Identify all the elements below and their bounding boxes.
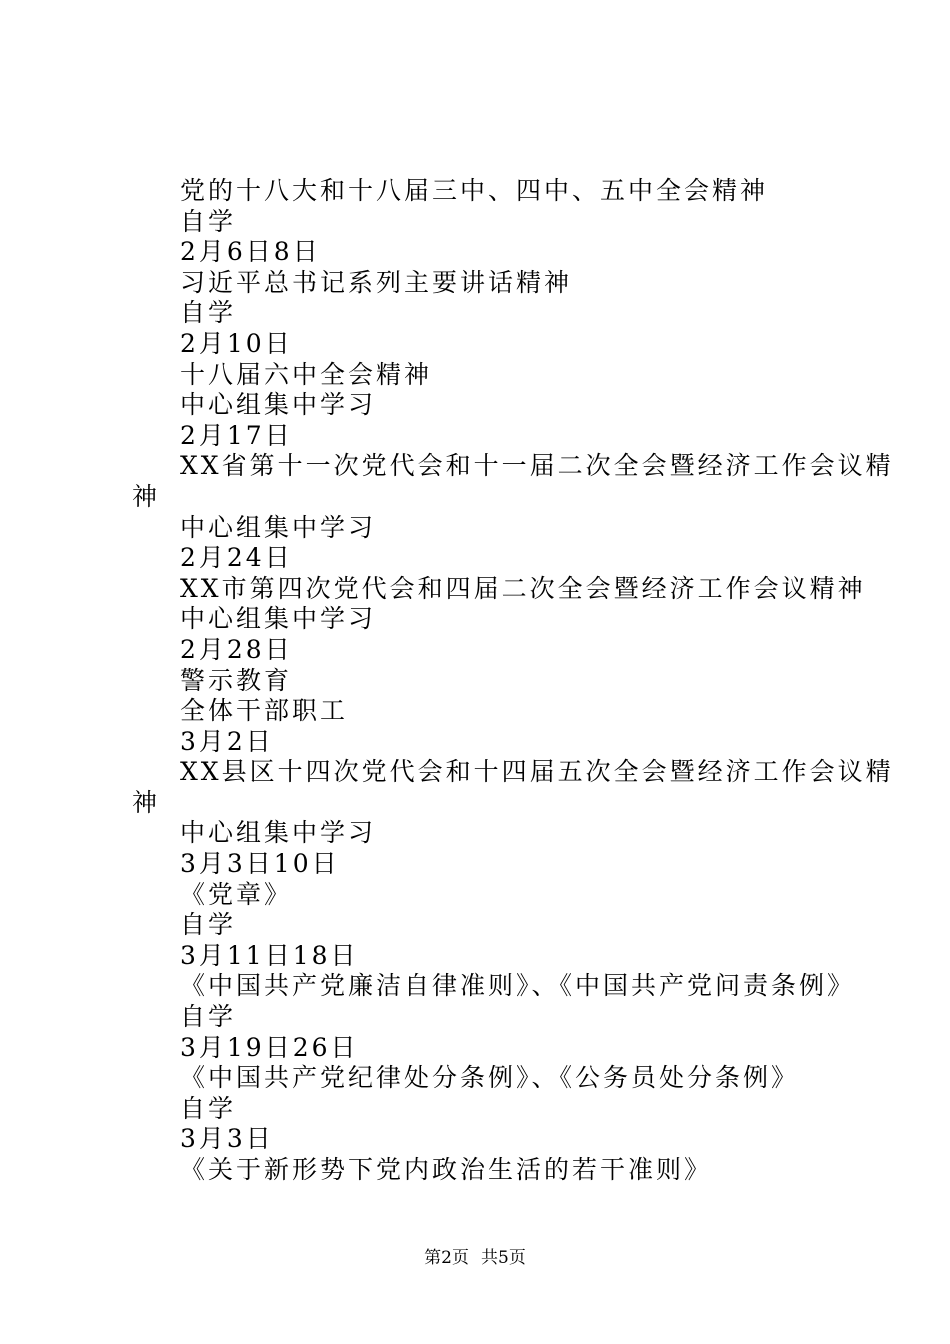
text-line: 党的十八大和十八届三中、四中、五中全会精神: [180, 176, 769, 205]
text-line: 2月24日: [180, 543, 293, 573]
text-line: 中心组集中学习: [180, 390, 377, 420]
text-line-continuation: 神: [132, 787, 161, 817]
text-line: XX市第四次党代会和四届二次全会暨经济工作会议精神: [180, 573, 866, 603]
text-line: 自学: [180, 298, 237, 328]
text-line: 中心组集中学习: [180, 512, 377, 542]
text-line: 3月19日26日: [180, 1032, 359, 1062]
document-body: [0, 176, 950, 1186]
text-line: 3月2日: [180, 726, 274, 756]
text-line: XX省第十一次党代会和十一届二次全会暨经济工作会议精: [180, 451, 894, 481]
text-line: 2月17日: [180, 420, 293, 450]
text-line: 警示教育: [180, 665, 293, 695]
text-line: 十八届六中全会精神: [180, 359, 433, 389]
text-line: XX县区十四次党代会和十四届五次全会暨经济工作会议精: [180, 757, 894, 787]
text-line: 2月28日: [180, 634, 293, 664]
text-line: 自学: [180, 1002, 237, 1032]
text-line: 自学: [180, 910, 237, 940]
text-line: 自学: [180, 206, 237, 236]
text-line: 全体干部职工: [180, 696, 349, 726]
text-line: 2月6日8日: [180, 237, 321, 267]
text-line: 中心组集中学习: [180, 604, 377, 634]
text-line: 3月3日10日: [180, 849, 340, 879]
text-line: 《中国共产党纪律处分条例》、《公务员处分条例》: [180, 1063, 800, 1093]
page-footer: [0, 1243, 950, 1268]
page-number: 第2页: [424, 1248, 469, 1268]
text-line: 自学: [180, 1093, 237, 1123]
text-line: 习近平总书记系列主要讲话精神: [180, 267, 573, 297]
text-line: 《关于新形势下党内政治生活的若干准则》: [180, 1155, 713, 1184]
text-line: 3月11日18日: [180, 940, 359, 970]
text-line: 2月10日: [180, 328, 293, 358]
text-line-continuation: 神: [132, 481, 161, 511]
text-line: 中心组集中学习: [180, 818, 377, 848]
text-line: 《中国共产党廉洁自律准则》、《中国共产党问责条例》: [180, 971, 856, 1001]
text-line: 3月3日: [180, 1124, 274, 1154]
text-line: 《党章》: [180, 879, 293, 909]
page-total: 共5页: [481, 1248, 526, 1268]
